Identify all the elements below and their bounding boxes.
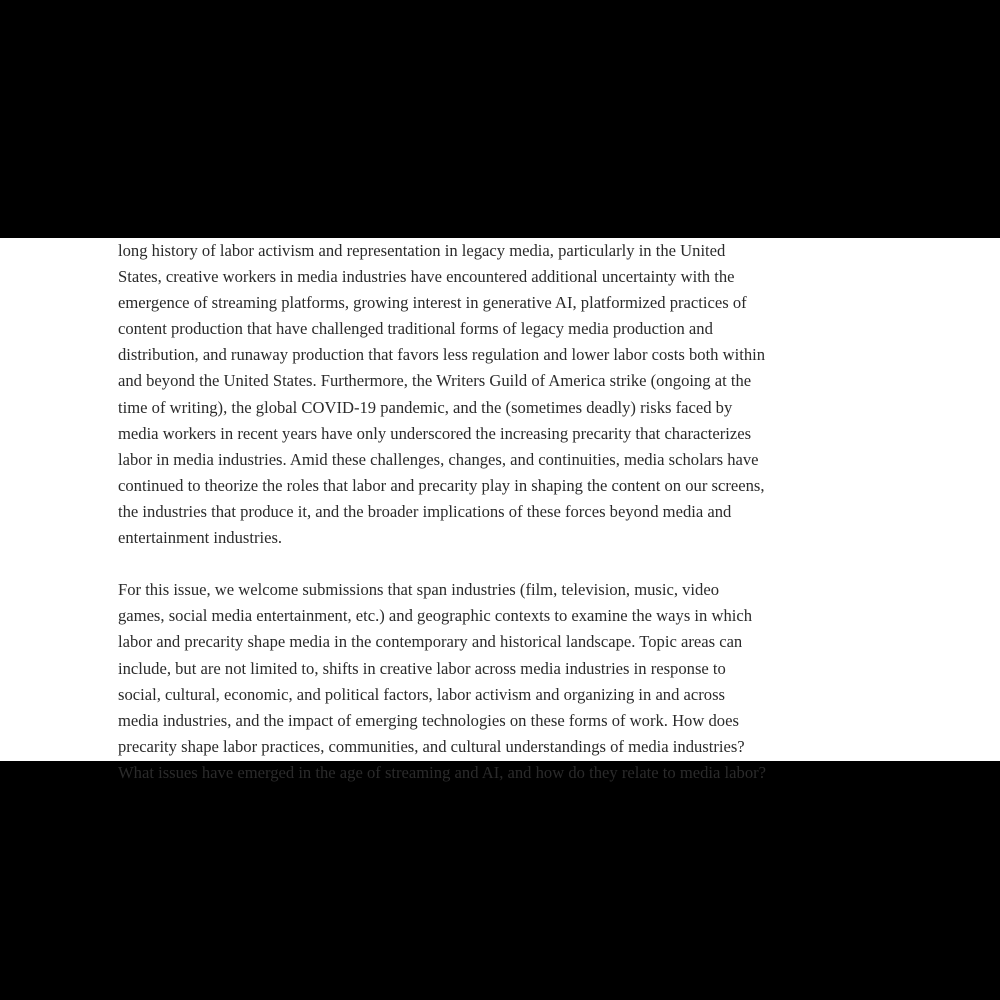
text-line: include, but are not limited to, shifts in creative labor across media industries in response to [118,658,726,678]
text-line: entertainment industries. [118,528,283,548]
text-line: precarity shape labor practices, communities, and cultural understandings of media industries? [118,736,745,756]
text-line: For this issue, we welcome submissions that span industries (film, television, music, video [118,580,720,600]
text-line: labor in media industries. Amid these challenges, changes, and continuities, media scholars have [118,449,759,469]
text-line: emergence of streaming platforms, growing interest in generative AI, platformized practices of [118,293,747,313]
text-line: media workers in recent years have only underscored the increasing precarity that characterizes [118,423,752,443]
document-text [118,238,898,786]
document-viewport [0,238,1000,782]
text-line: continued to theorize the roles that labor and precarity play in shaping the content on our screens, [118,475,765,495]
text-line: time of writing), the global COVID-19 pandemic, and the (sometimes deadly) risks faced by [118,397,733,417]
text-line: the industries that produce it, and the broader implications of these forces beyond media and [118,501,732,521]
paragraph-2 [118,577,898,786]
text-line: social, cultural, economic, and political factors, labor activism and organizing in and across [118,684,726,704]
text-line: labor and precarity shape media in the contemporary and historical landscape. Topic areas can [118,632,743,652]
text-line: content production that have challenged traditional forms of legacy media production and [118,319,713,339]
text-line: States, creative workers in media industries have encountered additional uncertainty with the [118,267,735,287]
paragraph-1 [118,238,898,551]
text-line: media industries, and the impact of emerging technologies on these forms of work. How does [118,710,739,730]
text-line: games, social media entertainment, etc.) and geographic contexts to examine the ways in which [118,606,753,626]
paragraph-spacer [118,551,898,577]
text-line: and beyond the United States. Furthermore, the Writers Guild of America strike (ongoing at the [118,371,752,391]
text-line: distribution, and runaway production that favors less regulation and lower labor costs both within [118,345,766,365]
text-line-cut-off: What issues have emerged in the age of streaming and AI, and how do they relate to media labor? [118,762,767,782]
text-line: long history of labor activism and representation in legacy media, particularly in the United [118,241,726,260]
